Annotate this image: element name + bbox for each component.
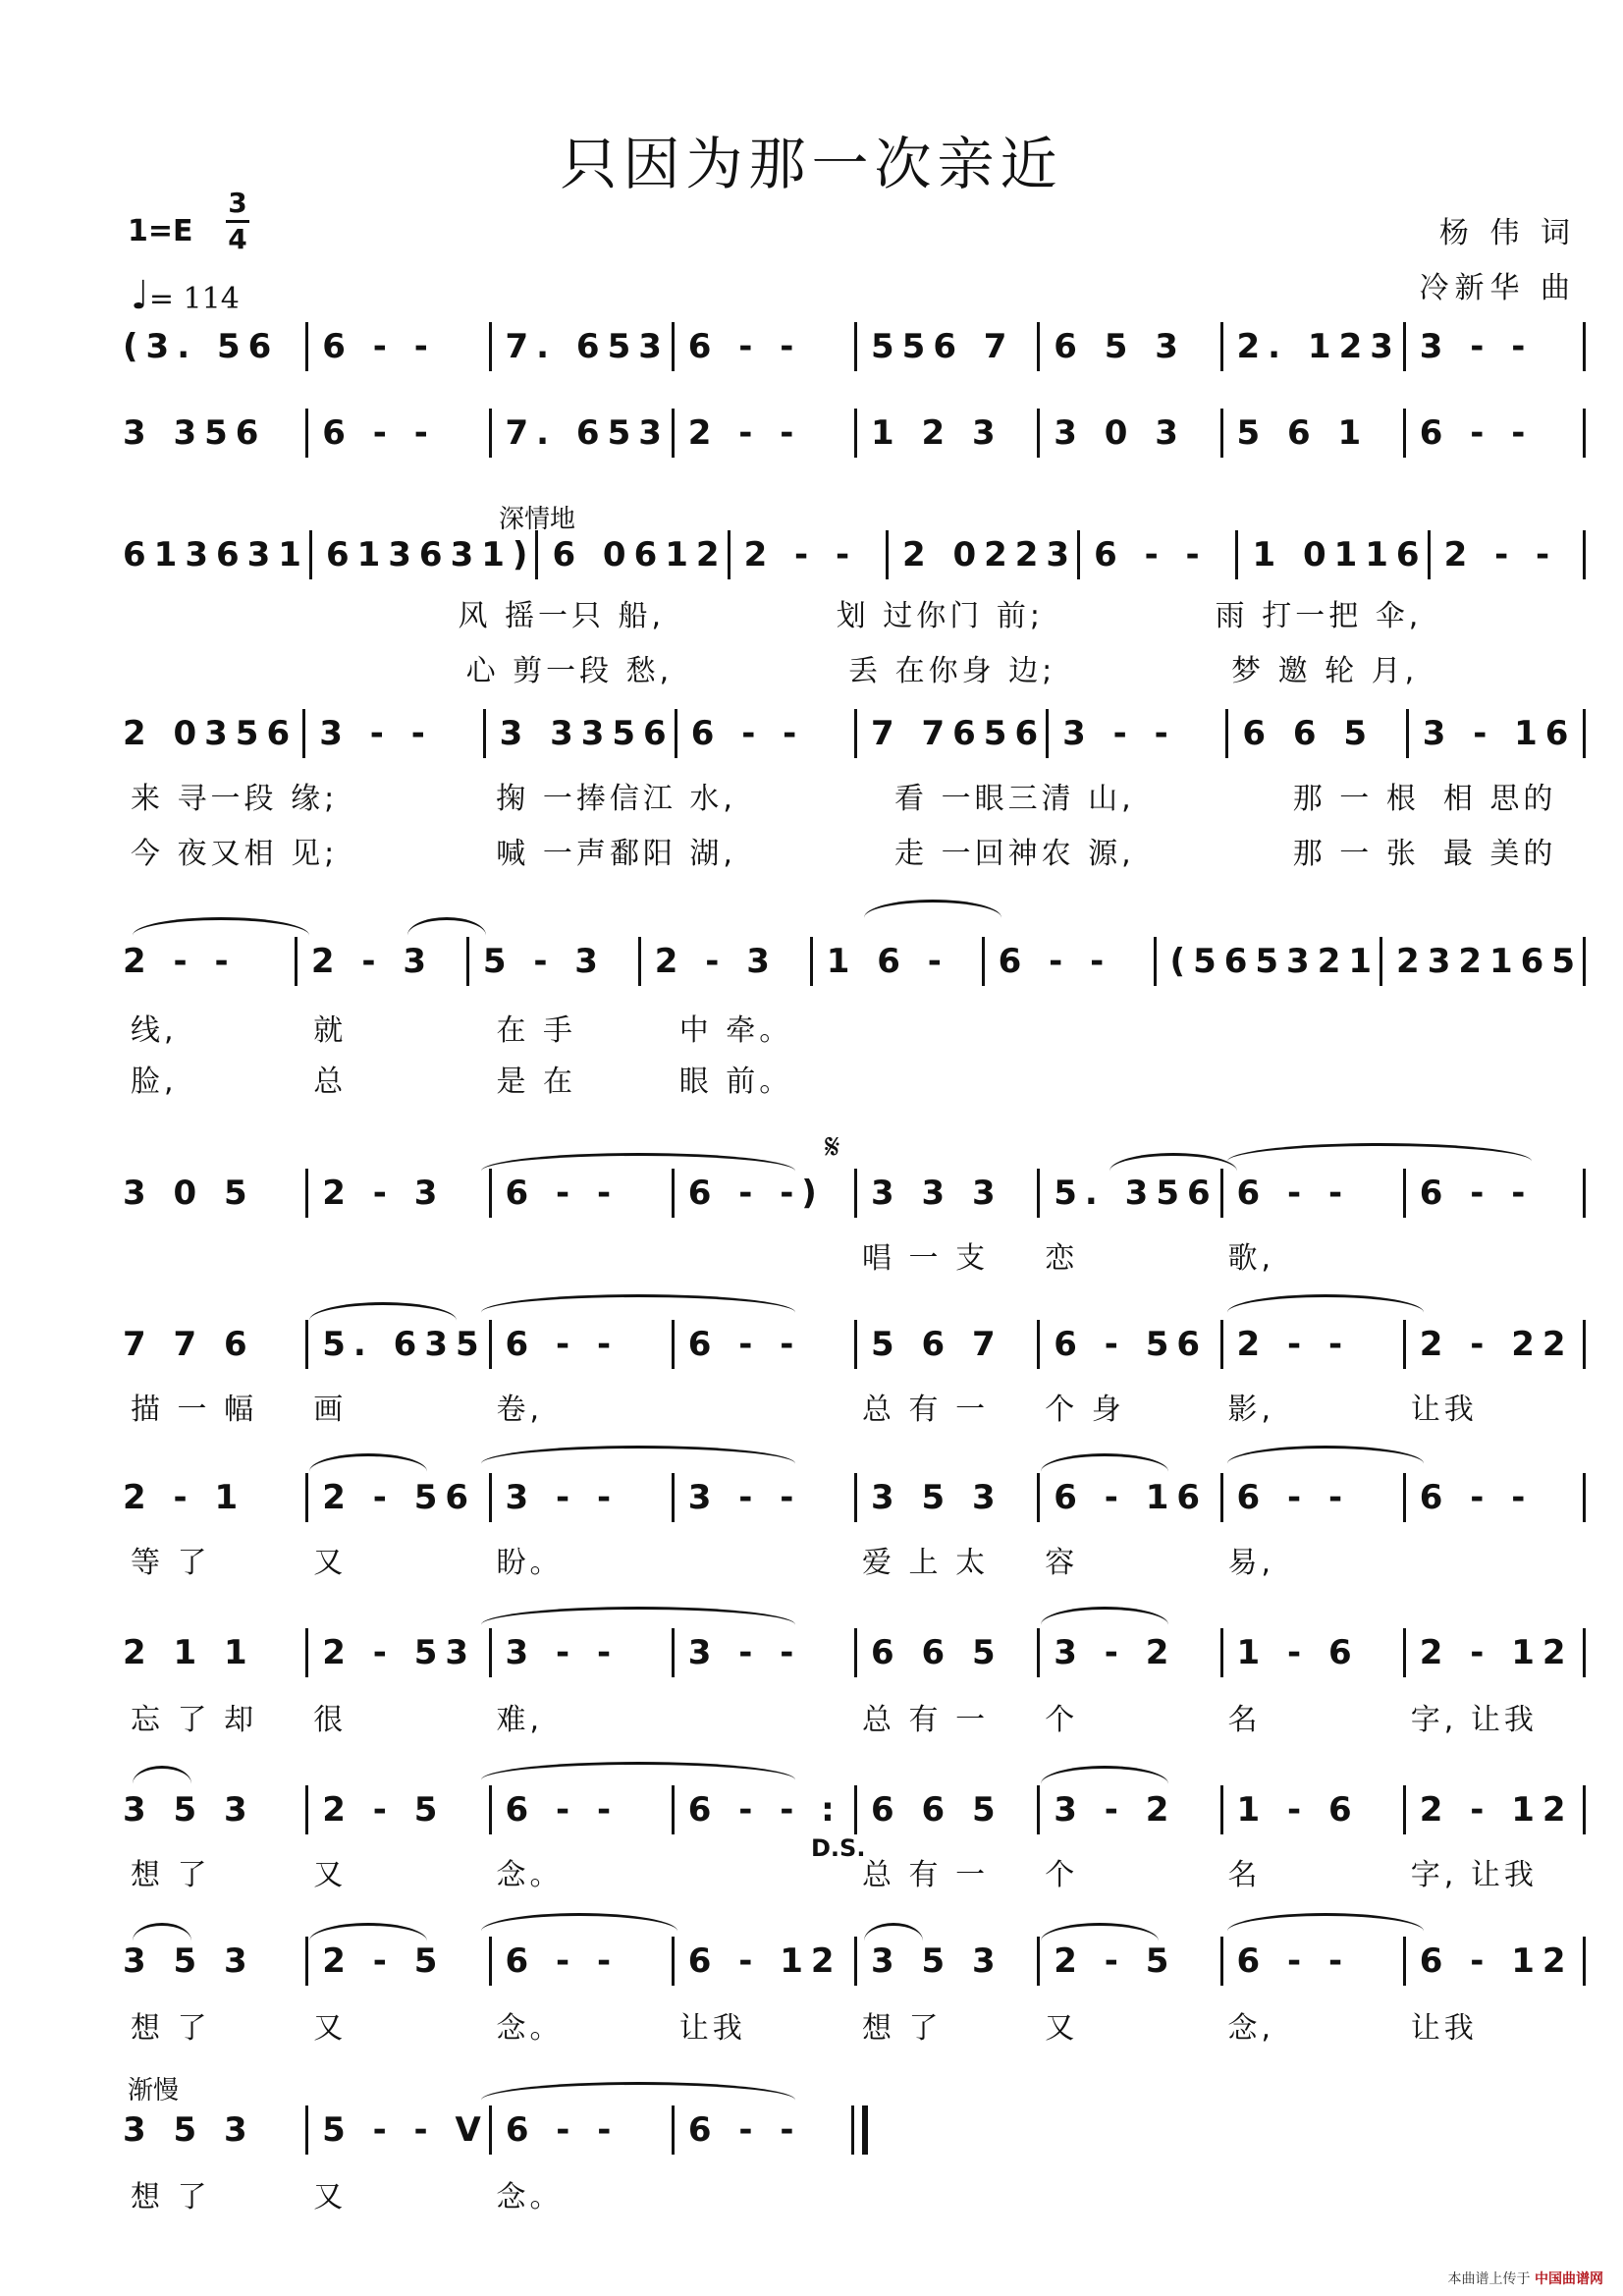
measure: 6 - - — [305, 409, 488, 458]
lyric: 又 — [1045, 2011, 1079, 2046]
lyric — [854, 1057, 1037, 1100]
lyric — [672, 1233, 854, 1277]
lyric: 影, — [1227, 1393, 1275, 1427]
score-system-3 — [123, 530, 1586, 579]
score-system-10 — [123, 1785, 1586, 1834]
measure: 2 - 1 — [123, 1478, 246, 1517]
lyricist-credit: 杨 伟 词 — [1438, 216, 1576, 250]
lyric: 就 — [313, 1013, 348, 1048]
lyric — [123, 646, 291, 689]
quarter-note-icon: ♩ — [131, 273, 149, 318]
lyric — [665, 591, 829, 634]
score-system-5 — [123, 937, 1586, 986]
lyric-line — [123, 591, 1586, 634]
lyric: 今 夜又相 见; — [131, 837, 339, 871]
lyric: 念, — [1227, 2011, 1275, 2046]
measure: 2 - 12 — [1403, 1628, 1586, 1677]
measure: 7. 653 — [489, 409, 672, 458]
lyric — [291, 646, 459, 689]
ritardando-mark: 渐慢 — [128, 2076, 180, 2105]
lyric — [1037, 1006, 1219, 1049]
measure: 7 7656 — [854, 709, 1046, 758]
lyric — [1135, 774, 1285, 817]
measure: 6 - - — [489, 1169, 672, 1218]
measure: 6 - - — [672, 1320, 854, 1369]
measure: 232165 — [1380, 937, 1586, 986]
lyric — [1403, 1057, 1586, 1100]
measure: 6 - 12 — [1403, 1937, 1586, 1986]
tempo-value: = 114 — [148, 282, 240, 316]
score-system-9 — [123, 1628, 1586, 1677]
lyric-line — [123, 2172, 854, 2215]
measure: 3 5 3 — [123, 2110, 255, 2150]
measure: 1 - 6 — [1220, 1785, 1403, 1834]
measure: 3 - - — [302, 709, 482, 758]
measure: 2 0223 — [886, 530, 1077, 579]
measure: 2 1 1 — [123, 1633, 255, 1672]
measure: (3. 56 — [123, 327, 280, 366]
lyric-line — [123, 1006, 1586, 1049]
measure: 6 - - — [1077, 530, 1235, 579]
lyric: 风 摇一只 船, — [458, 599, 666, 633]
measure: 6 - - — [489, 1937, 672, 1986]
lyric: 让我 — [1410, 2011, 1478, 2046]
lyric-line — [123, 1538, 1586, 1581]
lyric: 字, 让我 — [1410, 1858, 1538, 1892]
lyric: 字, 让我 — [1410, 1703, 1538, 1737]
lyric — [673, 646, 840, 689]
lyric: 盼。 — [496, 1546, 564, 1580]
lyric: 让我 — [1410, 1393, 1478, 1427]
time-sig-bottom: 4 — [228, 223, 247, 255]
key-signature: 1=E — [128, 214, 193, 248]
measure: 2 - 3 — [638, 937, 810, 986]
lyric: 忘 了 却 — [131, 1703, 258, 1737]
lyric — [1403, 1006, 1586, 1049]
measure: 2 - 5 — [305, 1937, 488, 1986]
lyric-line — [123, 646, 1586, 689]
lyric: 恋 — [1045, 1241, 1079, 1276]
score-system-1 — [123, 322, 1586, 371]
measure: 3 356 — [123, 413, 267, 453]
lyric-line — [123, 1233, 1586, 1277]
lyric — [1403, 1233, 1586, 1277]
measure: 2 0356 — [123, 714, 298, 753]
score-system-11 — [123, 1937, 1586, 1986]
measure: 613631 — [123, 535, 309, 574]
lyric: 难, — [496, 1703, 544, 1737]
lyric: 想 了 — [131, 2011, 211, 2046]
measure: 3 0 5 — [123, 1174, 255, 1213]
final-barline — [862, 2105, 868, 2155]
measure: 6 6 5 — [1225, 709, 1405, 758]
source-footer — [1448, 2269, 1603, 2288]
lyric — [1422, 591, 1586, 634]
measure: 3 - 2 — [1037, 1628, 1219, 1677]
lyric: 念。 — [496, 2180, 564, 2214]
lyric: 是 在 — [496, 1065, 577, 1099]
measure: 5. 356 — [1037, 1169, 1219, 1218]
lyric: 丢 在你身 边; — [848, 654, 1056, 688]
measure: 2 - 12 — [1403, 1785, 1586, 1834]
measure: 6 - - — [489, 2105, 672, 2155]
lyric — [1037, 1057, 1219, 1100]
lyric-line — [123, 829, 1586, 872]
lyric-line — [123, 2003, 1586, 2047]
lyric: 那 一 张 — [1292, 837, 1420, 871]
lyric — [736, 774, 887, 817]
measure: 2 - - — [1428, 530, 1586, 579]
measure: 6 - - — [1403, 409, 1586, 458]
lyric: 念。 — [496, 2011, 564, 2046]
measure: 6 6 5 — [854, 1628, 1037, 1677]
measure: 3 3 3 — [854, 1169, 1037, 1218]
lyric — [1135, 829, 1285, 872]
score-system-6 — [123, 1169, 1586, 1218]
measure: 2 - - — [1220, 1320, 1403, 1369]
lyric: 脸, — [131, 1065, 178, 1099]
measure: 3 5 3 — [854, 1937, 1037, 1986]
lyric: 喊 一声鄱阳 湖, — [496, 837, 736, 871]
expression-mark: 深情地 — [499, 505, 576, 534]
lyric — [1044, 591, 1208, 634]
lyric: 眼 前。 — [678, 1065, 793, 1099]
lyric: 卷, — [496, 1393, 544, 1427]
measure: 3 5 3 — [123, 1790, 255, 1830]
lyric — [1220, 1057, 1403, 1100]
measure: 2 - - — [728, 530, 886, 579]
ds-mark: D.S. — [811, 1834, 866, 1862]
measure: 3 3356 — [483, 709, 675, 758]
lyric: 又 — [313, 2180, 348, 2214]
lyric — [287, 591, 451, 634]
measure: 2 - 56 — [305, 1473, 488, 1522]
score-system-12 — [123, 2105, 854, 2155]
lyric — [672, 1695, 854, 1738]
measure: 6 - - : — [672, 1785, 854, 1834]
measure: 7 7 6 — [123, 1325, 255, 1364]
time-signature — [224, 187, 251, 256]
lyric: 那 一 根 — [1292, 782, 1420, 816]
score-system-8 — [123, 1473, 1586, 1522]
measure: 6 - - — [1220, 1937, 1403, 1986]
measure: 6 - - — [672, 322, 854, 371]
lyric — [123, 1233, 305, 1277]
measure: 1 - 6 — [1220, 1628, 1403, 1677]
measure: 1 6 - — [810, 937, 982, 986]
lyric: 梦 邀 轮 月, — [1231, 654, 1419, 688]
measure: 6 - - — [1403, 1169, 1586, 1218]
score-system-2 — [123, 409, 1586, 458]
lyric: 中 牵。 — [678, 1013, 793, 1048]
measure: 5 - - V — [305, 2105, 489, 2155]
lyric: 画 — [313, 1393, 348, 1427]
lyric: 雨 打一把 伞, — [1215, 599, 1423, 633]
lyric — [1403, 1538, 1586, 1581]
measure: 3 - 16 — [1406, 709, 1586, 758]
lyric: 总 有 一 — [862, 1393, 990, 1427]
measure: 6 - - — [982, 937, 1154, 986]
lyric: 让我 — [678, 2011, 746, 2046]
lyric — [1055, 646, 1223, 689]
lyric: 最 美的 — [1442, 837, 1557, 871]
score-title: 只因为那一次亲近 — [560, 131, 1063, 197]
measure: 2 - 53 — [305, 1628, 488, 1677]
measure: 6 - - — [1220, 1473, 1403, 1522]
lyric-line — [123, 1695, 1586, 1738]
measure: 2 - - — [123, 942, 237, 981]
lyric — [338, 829, 488, 872]
measure: 2 - 3 — [305, 1169, 488, 1218]
measure: 1 0116 — [1235, 530, 1427, 579]
lyric: 又 — [313, 2011, 348, 2046]
lyric-line — [123, 1057, 1586, 1100]
measure: 6 - - — [489, 1785, 672, 1834]
lyric — [854, 1006, 1037, 1049]
measure: 2 - 22 — [1403, 1320, 1586, 1369]
lyric: 总 有 一 — [862, 1703, 990, 1737]
lyric — [672, 1538, 854, 1581]
measure: 2 - - — [672, 409, 854, 458]
lyric: 看 一眼三清 山, — [894, 782, 1135, 816]
measure: 2 - 3 — [295, 937, 466, 986]
lyric-line — [123, 774, 1586, 817]
measure: 2 - 5 — [1037, 1937, 1219, 1986]
lyric-line — [123, 1850, 1586, 1893]
lyric — [672, 1385, 854, 1428]
lyric: 个 — [1045, 1703, 1079, 1737]
lyric: 在 手 — [496, 1013, 577, 1048]
measure: 6 - 12 — [672, 1937, 854, 1986]
measure: 6 0612 — [535, 530, 727, 579]
lyric — [736, 829, 887, 872]
tempo-marking — [131, 273, 240, 318]
measure: 6 - - — [1403, 1473, 1586, 1522]
measure: 2. 123 — [1220, 322, 1403, 371]
lyric — [123, 591, 287, 634]
measure: 3 5 3 — [123, 1941, 255, 1981]
lyric: 又 — [313, 1858, 348, 1892]
lyric: 等 了 — [131, 1546, 211, 1580]
composer-credit: 冷新华 曲 — [1419, 271, 1576, 305]
lyric: 唱 一 支 — [862, 1241, 990, 1276]
measure: 3 - 2 — [1037, 1785, 1219, 1834]
measure: 5. 635 — [305, 1320, 488, 1369]
lyric: 又 — [313, 1546, 348, 1580]
score-system-4 — [123, 709, 1586, 758]
measure: 3 - - — [1046, 709, 1225, 758]
measure: 3 0 3 — [1037, 409, 1219, 458]
measure: 5 6 1 — [1220, 409, 1403, 458]
measure: 6 - - — [305, 322, 488, 371]
measure: 3 - - — [489, 1628, 672, 1677]
measure: 6 - - — [1220, 1169, 1403, 1218]
measure: 6 - -) — [672, 1169, 854, 1218]
measure: 7. 653 — [489, 322, 672, 371]
lyric: 易, — [1227, 1546, 1275, 1580]
lyric — [672, 1850, 854, 1893]
measure: 6 5 3 — [1037, 322, 1219, 371]
measure: 6 - - — [672, 2105, 854, 2155]
lyric: 名 — [1227, 1703, 1262, 1737]
measure: 6 - - — [675, 709, 854, 758]
footer-site: 中国曲谱网 — [1535, 2271, 1603, 2287]
lyric: 念。 — [496, 1858, 564, 1892]
lyric: 个 身 — [1045, 1393, 1125, 1427]
lyric-line — [123, 1385, 1586, 1428]
segno-sign: 𝄋 — [825, 1127, 840, 1168]
lyric: 描 一 幅 — [131, 1393, 258, 1427]
lyric: 容 — [1045, 1546, 1079, 1580]
lyric: 划 过你门 前; — [836, 599, 1044, 633]
lyric: 走 一回神农 源, — [894, 837, 1135, 871]
lyric — [1220, 1006, 1403, 1049]
lyric — [1418, 646, 1586, 689]
measure: (565321 — [1154, 937, 1380, 986]
lyric: 爱 上 太 — [862, 1546, 990, 1580]
measure: 5 6 7 — [854, 1320, 1037, 1369]
lyric — [672, 2172, 854, 2215]
lyric: 总 — [313, 1065, 348, 1099]
lyric: 心 剪一段 愁, — [465, 654, 674, 688]
lyric: 掬 一捧信江 水, — [496, 782, 736, 816]
measure: 3 - - — [489, 1473, 672, 1522]
lyric: 想 了 — [862, 2011, 943, 2046]
slur — [864, 900, 1001, 936]
lyric: 名 — [1227, 1858, 1262, 1892]
lyric: 歌, — [1227, 1241, 1275, 1276]
measure: 6 - - — [489, 1320, 672, 1369]
measure: 3 5 3 — [854, 1473, 1037, 1522]
measure: 6 6 5 — [854, 1785, 1037, 1834]
lyric: 总 有 一 — [862, 1858, 990, 1892]
measure: 3 - - — [672, 1473, 854, 1522]
measure: 3 - - — [672, 1628, 854, 1677]
lyric: 想 了 — [131, 2180, 211, 2214]
footer-prefix: 本曲谱上传于 — [1447, 2271, 1531, 2287]
measure: 6 - 16 — [1037, 1473, 1219, 1522]
lyric — [305, 1233, 488, 1277]
measure: 2 - 5 — [305, 1785, 488, 1834]
measure: 3 - - — [1403, 322, 1586, 371]
lyric: 想 了 — [131, 1858, 211, 1892]
lyric — [338, 774, 488, 817]
measure: 613631) — [309, 530, 535, 579]
measure: 6 - 56 — [1037, 1320, 1219, 1369]
lyric: 来 寻一段 缘; — [131, 782, 339, 816]
lyric: 个 — [1045, 1858, 1079, 1892]
lyric: 很 — [313, 1703, 348, 1737]
measure: 556 7 — [854, 322, 1037, 371]
lyric — [489, 1233, 672, 1277]
measure: 1 2 3 — [854, 409, 1037, 458]
time-sig-top: 3 — [228, 187, 247, 219]
measure: 5 - 3 — [466, 937, 638, 986]
lyric: 相 思的 — [1442, 782, 1557, 816]
lyric: 线, — [131, 1013, 178, 1048]
score-system-7 — [123, 1320, 1586, 1369]
